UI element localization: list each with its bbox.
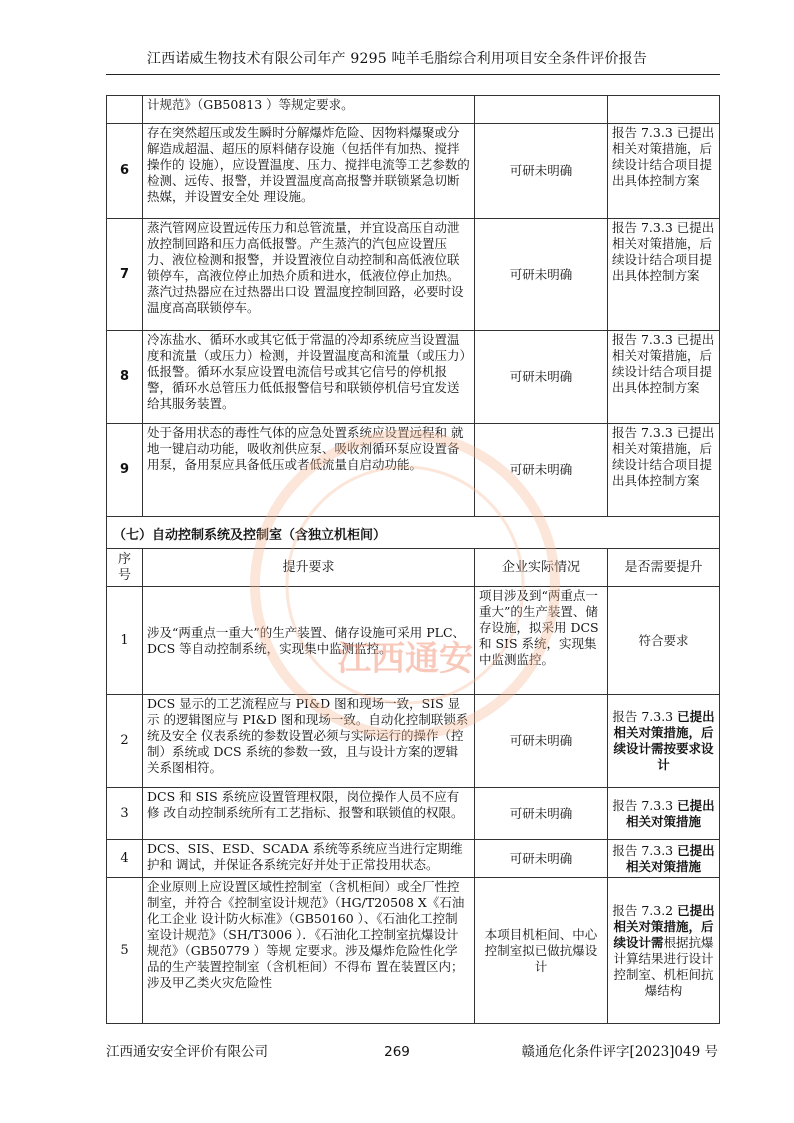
actual-status: 本项目机柜间、中心控制室拟已做抗爆设计 [475,878,608,1024]
actual-status [475,96,608,124]
section-title: （七）自动控制系统及控制室（含独立机柜间） [107,512,720,549]
improvement-note [608,788,720,840]
row-number: 9 [107,424,143,517]
row-number: 4 [107,840,143,878]
row-number: 7 [107,219,143,331]
improvement-note [608,695,720,788]
header-need: 是否需要提升 [608,549,720,587]
actual-status: 可研未明确 [475,424,608,517]
table-header-row [107,549,720,587]
table-row [107,124,720,219]
note-plain: 符合要求 [638,632,689,648]
section-title-row [107,512,720,549]
improvement-note: 报告 7.3.3 已提出相关对策措施，后续设计结合项目提出具体控制方案 [608,424,720,517]
improvement-note [608,840,720,878]
requirement-text: 处于备用状态的毒性气体的应急处置系统应设置远程和 就地一键启动功能，吸收剂供应泵、吸收剂循环泵应设置备用泵，备用泵应具备低压或者低流量自启动功能。 [143,424,475,517]
requirement-text: 计规范》（GB50813 ）等规定要求。 [143,96,475,124]
requirements-table-section7 [106,512,720,1024]
actual-status: 可研未明确 [475,331,608,424]
row-number: 6 [107,124,143,219]
row-number [107,96,143,124]
requirements-table-upper [106,95,720,517]
header-requirement: 提升要求 [143,549,475,587]
note-tail: 根据抗爆计算结果进行设计控制室、机柜间抗爆结构 [613,934,714,998]
note-bold: 已提出相关对策措施 [626,842,715,874]
row-number: 1 [107,587,143,695]
actual-status: 可研未明确 [475,840,608,878]
table-row [107,96,720,124]
footer-doc-number: 赣通危化条件评字[2023]049 号 [521,1044,718,1060]
requirement-text: 企业原则上应设置区域性控制室（含机柜间）或全厂性控制室，并符合《控制室设计规范》（HG/T20508 X《石油化工企业 设计防火标准》（GB50160 ）、《石油化工控制室设计规范》（SH/T3006 ）．《石油化工控制室抗爆设计规范》（GB50779 ）等规 定要求。涉及爆炸危险性化学品的生产装置控制室（含机柜间）不得布 置在装置区内；涉及甲乙类火灾危险性 [143,878,475,1024]
page-number: 269 [384,1044,410,1060]
table-row [107,219,720,331]
note-bold: 已提出相关对策措施 [626,797,715,829]
footer-company: 江西通安安全评价有限公司 [106,1044,268,1060]
row-number: 2 [107,695,143,788]
requirement-text: 涉及“两重点一重大”的生产装置、储存设施可采用 PLC、 DCS 等自动控制系统，实现集中监测监控。 [143,587,475,695]
table-row [107,331,720,424]
row-number: 5 [107,878,143,1024]
note-bold: 已提出相关对策措施，后续设计需按要求设计 [613,709,715,772]
table-row [107,424,720,517]
improvement-note: 报告 7.3.3 已提出相关对策措施，后续设计结合项目提出具体控制方案 [608,219,720,331]
header-actual: 企业实际情况 [475,549,608,587]
row-number: 8 [107,331,143,424]
improvement-note [608,878,720,1024]
requirement-text: 存在突然超压或发生瞬时分解爆炸危险、因物料爆聚或分解造成超温、超压的原料储存设施（包括伴有加热、搅拌操作的 设施），应设置温度、压力、搅拌电流等工艺参数的检测、远传、报警，并设置温度高高报警并联锁紧急切断热媒，并设置安全处 理设施。 [143,124,475,219]
improvement-note [608,587,720,695]
table-row [107,788,720,840]
note-plain: 报告 7.3.3 [612,797,678,813]
note-bold: 已提出相关对策措施，后续设计需 [613,902,715,950]
note-plain: 报告 7.3.3 [612,842,678,858]
page-header: 江西诺威生物技术有限公司年产 9295 吨羊毛脂综合利用项目安全条件评价报告 [146,51,648,67]
note-plain: 报告 7.3.2 [612,902,678,918]
table-row [107,695,720,788]
requirement-text: DCS、SIS、ESD、SCADA 系统等系统应当进行定期维护和 调试，并保证各系统完好并处于正常投用状态。 [143,840,475,878]
requirement-text: 冷冻盐水、循环水或其它低于常温的冷却系统应当设置温度和流量（或压力）检测，并设置温度高和流量（或压力）低报警。循环水泵应设置电流信号或其它信号的停机报警，循环水总管压力低低报警信号和联锁停机信号宜发送给其服务装置。 [143,331,475,424]
actual-status: 可研未明确 [475,219,608,331]
improvement-note: 报告 7.3.3 已提出相关对策措施，后续设计结合项目提出具体控制方案 [608,124,720,219]
requirement-text: DCS 显示的工艺流程应与 PI&D 图和现场一致，SIS 显示 的逻辑图应与 PI&D 图和现场一致。自动化控制联锁系统及安全 仪表系统的参数设置必须与实际运行的操作（控制）系统或 DCS 系统的参数一致，且与设计方案的逻辑关系图相符。 [143,695,475,788]
table-row [107,840,720,878]
table-row [107,587,720,695]
header-rule [106,74,720,75]
improvement-note: 报告 7.3.3 已提出相关对策措施，后续设计结合项目提出具体控制方案 [608,331,720,424]
table-row [107,878,720,1024]
watermark-text: 江西通安 [337,639,473,679]
requirement-text: 蒸汽管网应设置远传压力和总管流量，并宜设高压自动泄 放控制回路和压力高低报警。产生蒸汽的汽包应设置压力、液位检测和报警，并设置液位自动控制和高低液位联锁停车，高液位停止加热介质和进水，低液位停止加热。蒸汽过热器应在过热器出口设 置温度控制回路，必要时设温度高高联锁停车。 [143,219,475,331]
actual-status: 可研未明确 [475,124,608,219]
row-number: 3 [107,788,143,840]
note-plain: 报告 7.3.3 [612,709,678,724]
header-num: 序号 [107,549,143,587]
improvement-note [608,96,720,124]
requirement-text: DCS 和 SIS 系统应设置管理权限，岗位操作人员不应有修 改自动控制系统所有工艺指标、报警和联锁值的权限。 [143,788,475,840]
actual-status: 可研未明确 [475,695,608,788]
actual-status: 可研未明确 [475,788,608,840]
actual-status: 项目涉及到“两重点一重大”的生产装置、储存设施，拟采用 DCS 和 SIS 系统，实现集中监测监控。 [475,587,608,695]
